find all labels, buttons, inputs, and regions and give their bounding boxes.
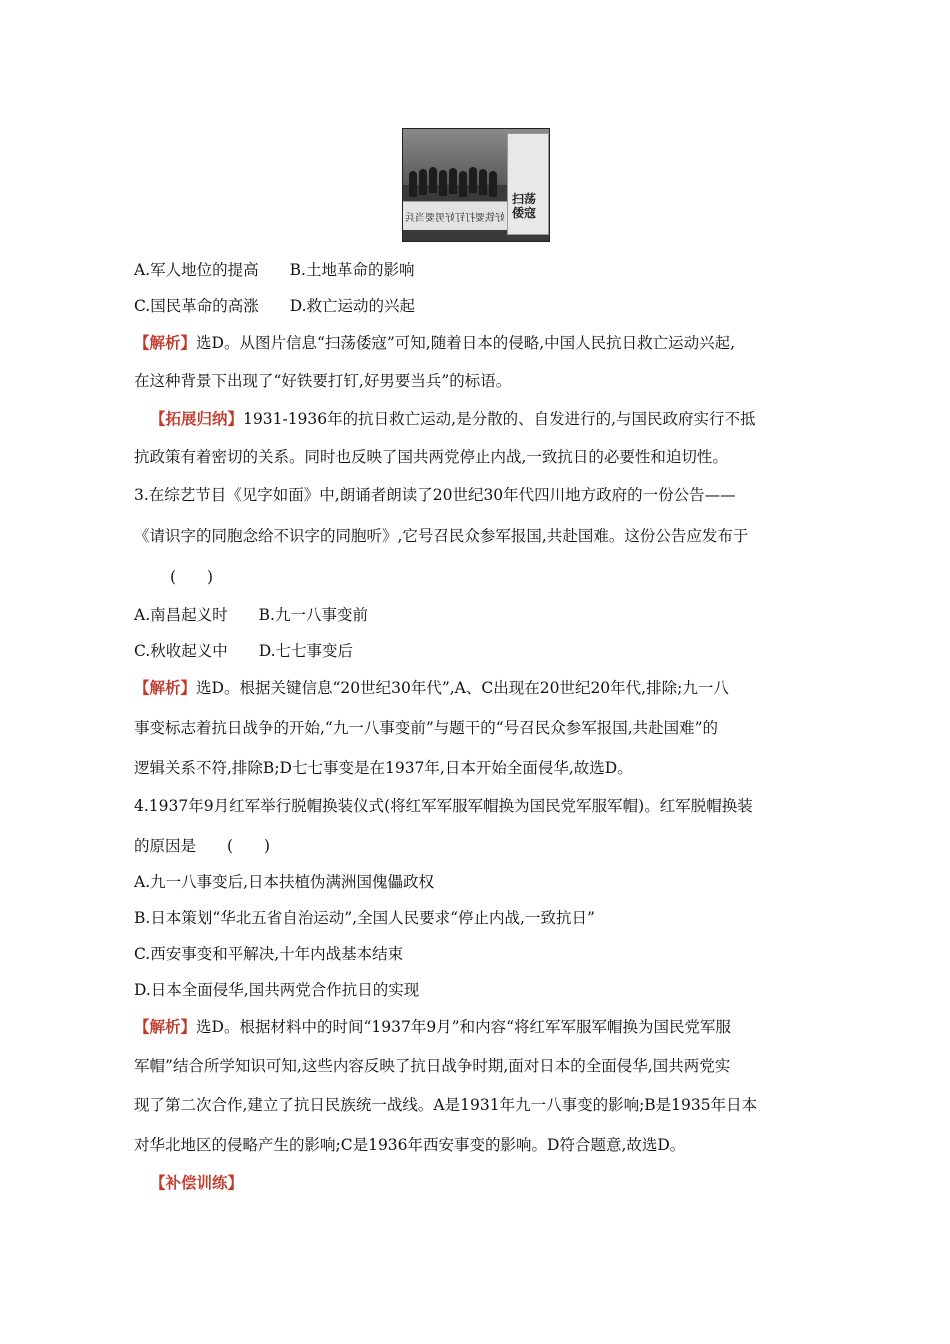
q2-analysis-line2: 在这种背景下出现了“好铁要打钉,好男要当兵”的标语。 xyxy=(134,372,512,390)
analysis-text: 选D。根据材料中的时间“1937年9月”和内容“将红军军服军帽换为国民党军服 xyxy=(196,1018,732,1036)
q2-options-row2: C.国民革命的高涨 D.救亡运动的兴起 xyxy=(134,297,416,315)
q3-analysis-line3: 逻辑关系不符,排除B;D七七事变是在1937年,日本开始全面侵华,故选D。 xyxy=(134,759,633,777)
q3-options-row1: A.南昌起义时 B.九一八事变前 xyxy=(134,606,368,624)
extend-text: 1931-1936年的抗日救亡运动,是分散的、自发进行的,与国民政府实行不抵 xyxy=(243,410,756,428)
q2-options-row1: A.军人地位的提高 B.土地革命的影响 xyxy=(134,261,415,279)
analysis-tag: 【解析】 xyxy=(134,678,197,697)
q4-option-b: B.日本策划“华北五省自治运动”,全国人民要求“停止内战,一致抗日” xyxy=(134,909,595,927)
banner-right-text: 扫荡倭寇 xyxy=(512,192,537,220)
q4-analysis-line1 xyxy=(134,1017,731,1037)
analysis-text: 选D。从图片信息“扫荡倭寇”可知,随着日本的侵略,中国人民抗日救亡运动兴起, xyxy=(196,334,736,352)
q3-analysis-line1 xyxy=(134,678,729,698)
q3-options-row2: C.秋收起义中 D.七七事变后 xyxy=(134,642,354,660)
section-label xyxy=(150,1173,243,1193)
section-tag: 【补偿训练】 xyxy=(150,1173,244,1192)
q4-stem-line1: 4.1937年9月红军举行脱帽换装仪式(将红军军服军帽换为国民党军服军帽)。红军脱帽换装 xyxy=(134,797,753,815)
q4-analysis-line3: 现了第二次合作,建立了抗日民族统一战线。A是1931年九一八事变的影响;B是1935年日本 xyxy=(134,1096,758,1114)
q4-option-d: D.日本全面侵华,国共两党合作抗日的实现 xyxy=(134,981,420,999)
analysis-tag: 【解析】 xyxy=(134,1017,197,1036)
historical-photo xyxy=(402,128,550,242)
photo-banner-right xyxy=(507,133,549,235)
analysis-text: 选D。根据关键信息“20世纪30年代”,A、C出现在20世纪20年代,排除;九一八 xyxy=(196,679,729,697)
q2-extend-line1 xyxy=(150,409,756,429)
q3-stem-line1: 3.在综艺节目《见字如面》中,朗诵者朗读了20世纪30年代四川地方政府的一份公告—— xyxy=(134,486,736,504)
q3-analysis-line2: 事变标志着抗日战争的开始,“九一八事变前”与题干的“号召民众参军报国,共赴国难”的 xyxy=(134,719,719,737)
q4-analysis-line2: 军帽”结合所学知识可知,这些内容反映了抗日战争时期,面对日本的全面侵华,国共两党实 xyxy=(134,1057,731,1075)
q3-stem-line2: 《请识字的同胞念给不识字的同胞听》,它号召民众参军报国,共赴国难。这份公告应发布于 xyxy=(134,527,749,545)
q4-stem-line2: 的原因是 ( ) xyxy=(134,837,271,855)
q3-blank: ( ) xyxy=(170,568,214,586)
analysis-tag: 【解析】 xyxy=(134,333,197,352)
banner-bottom-text: 好铁要打钉好男要当兵 xyxy=(405,213,505,224)
q4-analysis-line4: 对华北地区的侵略产生的影响;C是1936年西安事变的影响。D符合题意,故选D。 xyxy=(134,1136,686,1154)
extend-tag: 【拓展归纳】 xyxy=(150,409,244,428)
q4-option-a: A.九一八事变后,日本扶植伪满洲国傀儡政权 xyxy=(134,873,435,891)
q2-analysis-line1 xyxy=(134,333,735,353)
q2-extend-line2: 抗政策有着密切的关系。同时也反映了国共两党停止内战,一致抗日的必要性和迫切性。 xyxy=(134,448,728,466)
q4-option-c: C.西安事变和平解决,十年内战基本结束 xyxy=(134,945,404,963)
